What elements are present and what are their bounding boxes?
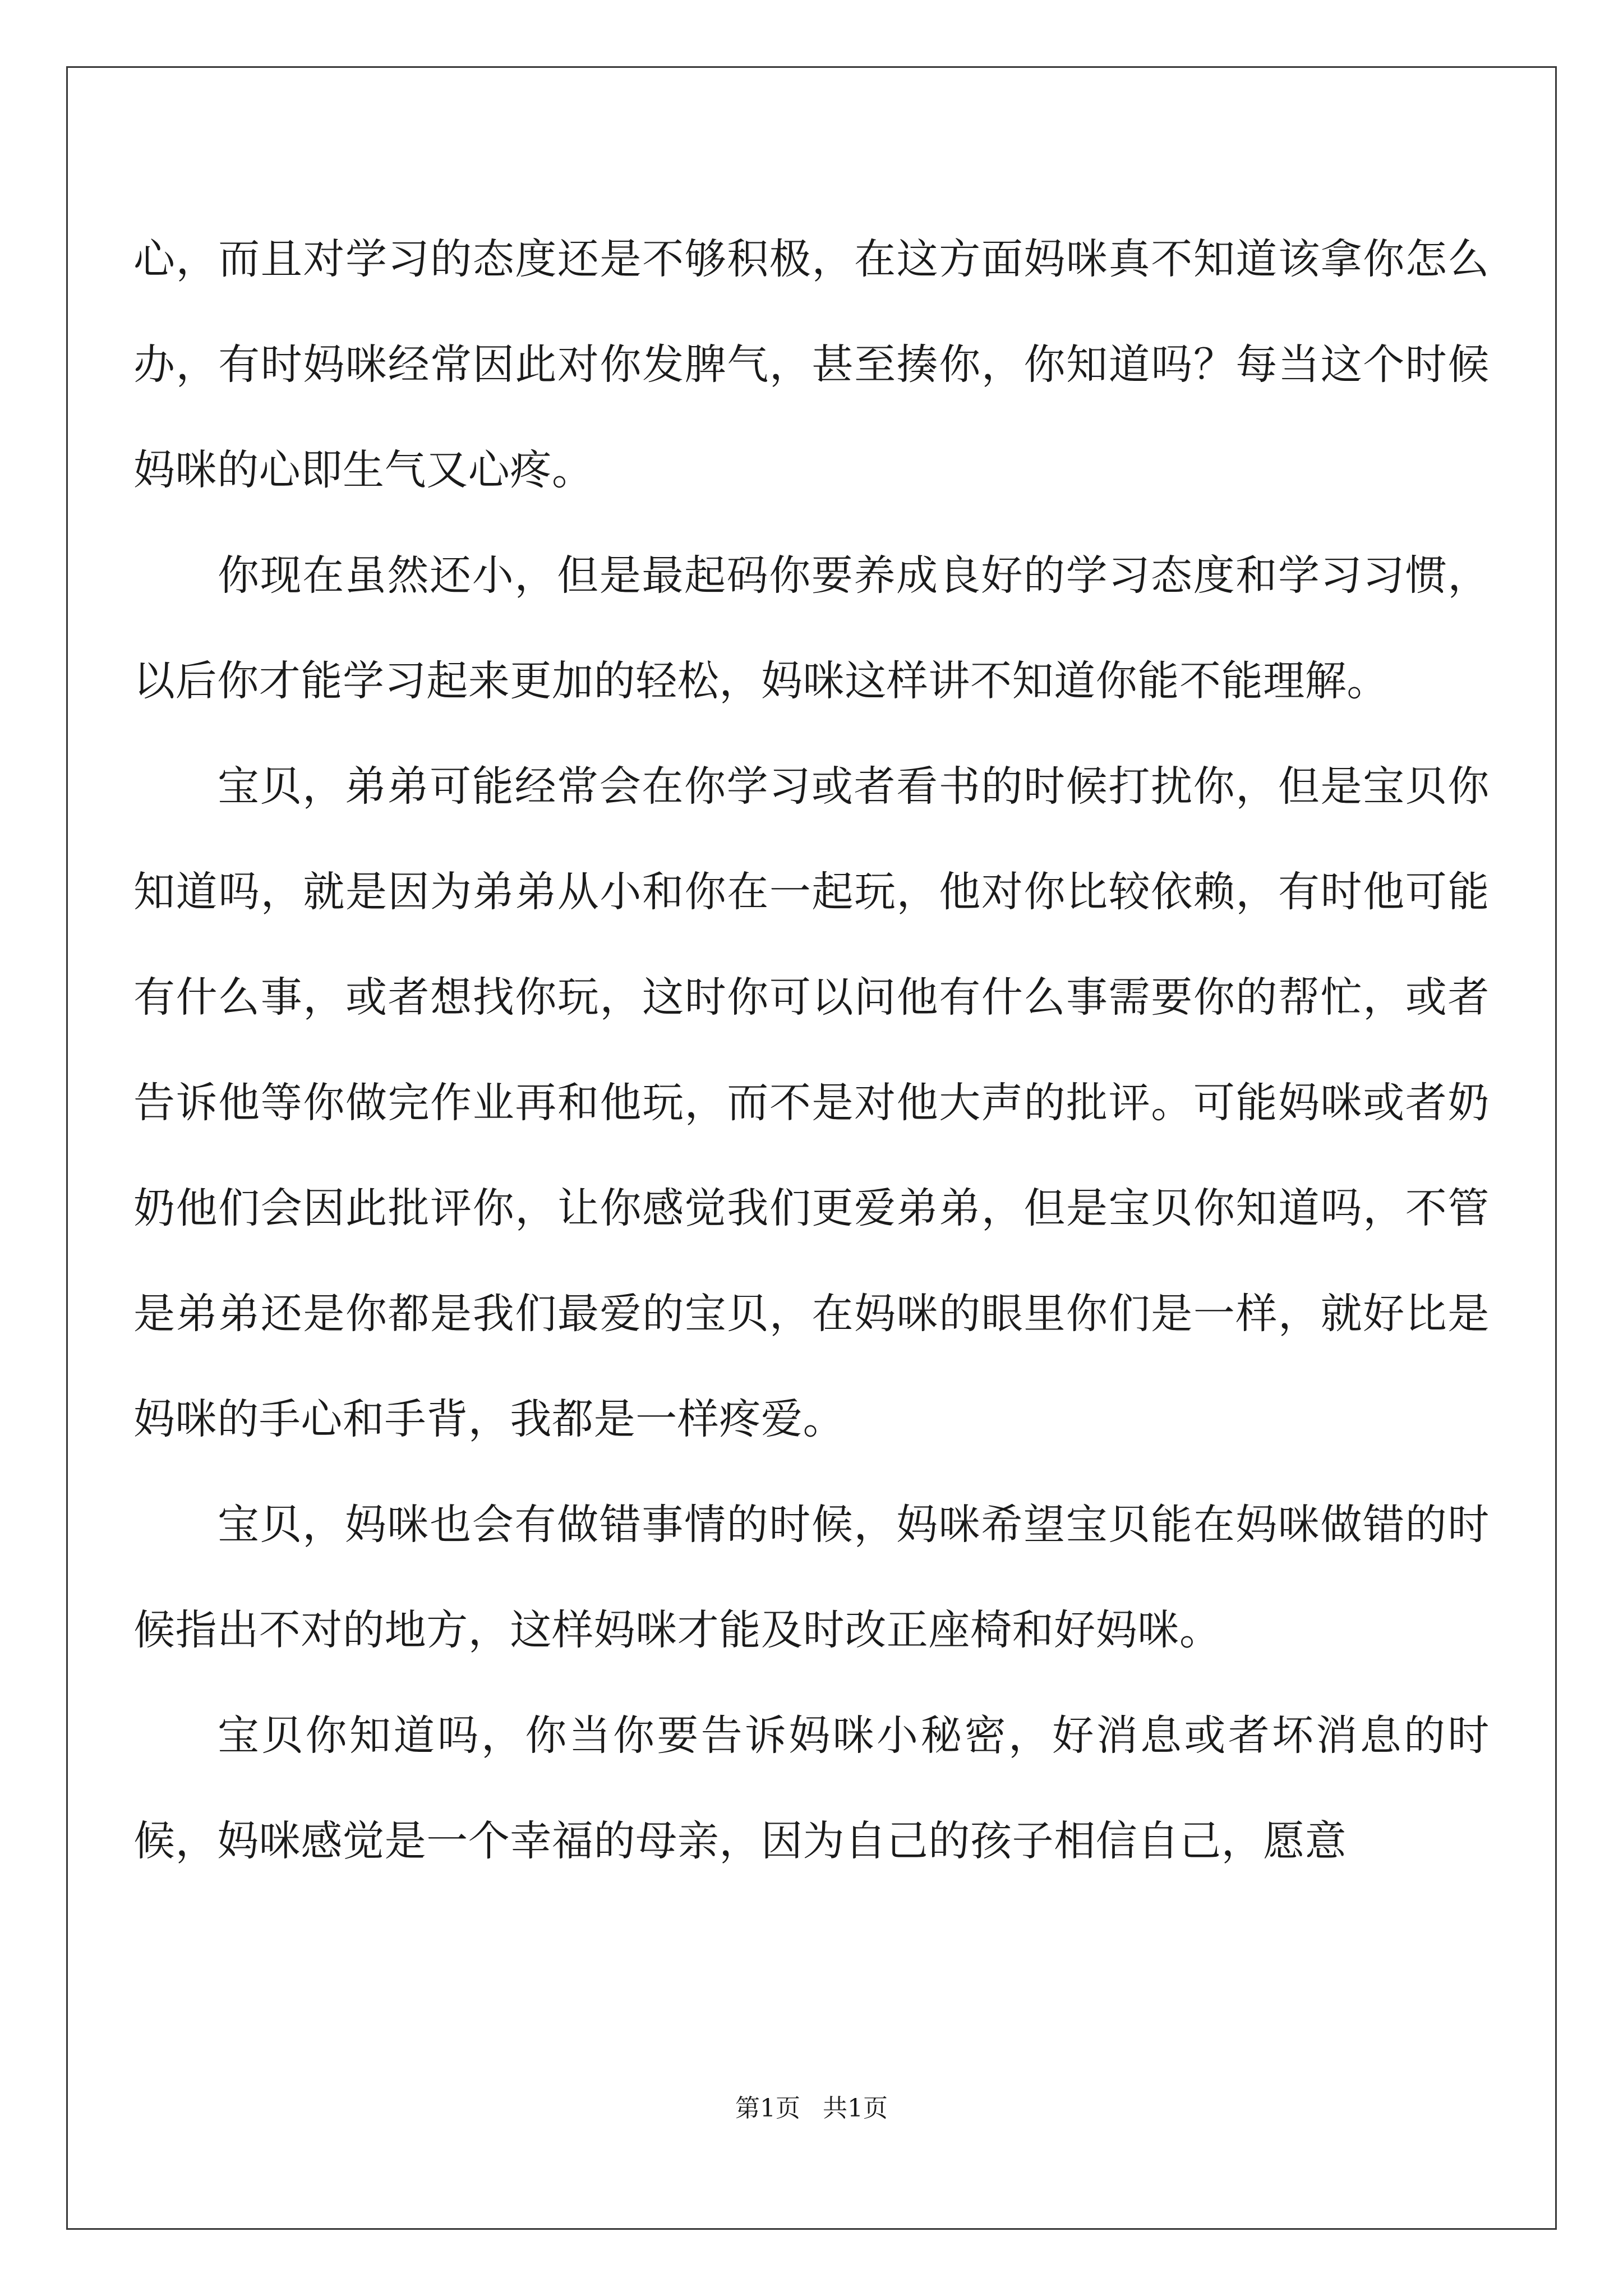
text-line: 可能妈咪或者奶奶他们会因此批评你，让你感觉我们更爱弟弟，但是 <box>133 1079 1490 1232</box>
text-line: 这个时候妈咪的心即生气又心疼。 <box>133 341 1490 494</box>
page-total: 共1页 <box>823 2094 888 2123</box>
text-line: 惯，以后你才能学习起来更加的轻松，妈咪这样讲不知道你能不能理 <box>133 551 1490 705</box>
text-line: 宝贝，妈咪也会有做错事情的时候，妈咪希望宝贝能在妈咪做错 <box>218 1501 1405 1549</box>
page-footer <box>0 2088 1623 2124</box>
text-line: 宝贝你知道吗，你当你要告诉妈咪小秘密，好消息或者坏消息的 <box>218 1711 1448 1760</box>
text-line: 的帮忙，或者告诉他等你做完作业再和他玩，而不是对他大声的批评。 <box>133 973 1490 1127</box>
paragraph-5 <box>133 1683 1490 1894</box>
paragraph-3 <box>133 734 1490 1472</box>
text-line: 时他可能有什么事，或者想找你玩，这时你可以问他有什么事需要你 <box>133 868 1490 1022</box>
text-line: 里你们是一样，就好比是妈咪的手心和手背，我都是一样疼爱。 <box>133 1290 1490 1443</box>
text-line: 贝你知道吗，就是因为弟弟从小和你在一起玩，他对你比较依赖，有 <box>133 762 1490 916</box>
paragraph-2 <box>133 523 1490 734</box>
text-line: 的时候指出不对的地方，这样妈咪才能及时改正座椅和好妈咪。 <box>133 1501 1490 1654</box>
text-line: 时候，妈咪感觉是一个幸福的母亲，因为自己的孩子相信自己，愿意 <box>133 1711 1490 1865</box>
paragraph-1 <box>133 206 1490 523</box>
text-line: 心，而且对学习的态度还是不够积极，在这方面妈咪真不知道该拿你 <box>133 235 1405 283</box>
text-line: 解。 <box>1304 657 1389 705</box>
text-line: 怎么办，有时妈咪经常因此对你发脾气，甚至揍你，你知道吗？每当 <box>133 235 1490 389</box>
document-body <box>133 206 1490 1894</box>
paragraph-4 <box>133 1472 1490 1683</box>
page-number: 第1页 <box>735 2094 800 2123</box>
text-line: 宝贝你知道吗，不管是弟弟还是你都是我们最爱的宝贝，在妈咪的眼 <box>133 1184 1490 1338</box>
text-line: 你现在虽然还小，但是最起码你要养成良好的学习态度和学习习 <box>218 551 1405 600</box>
text-line: 宝贝，弟弟可能经常会在你学习或者看书的时候打扰你，但是宝 <box>218 762 1405 811</box>
